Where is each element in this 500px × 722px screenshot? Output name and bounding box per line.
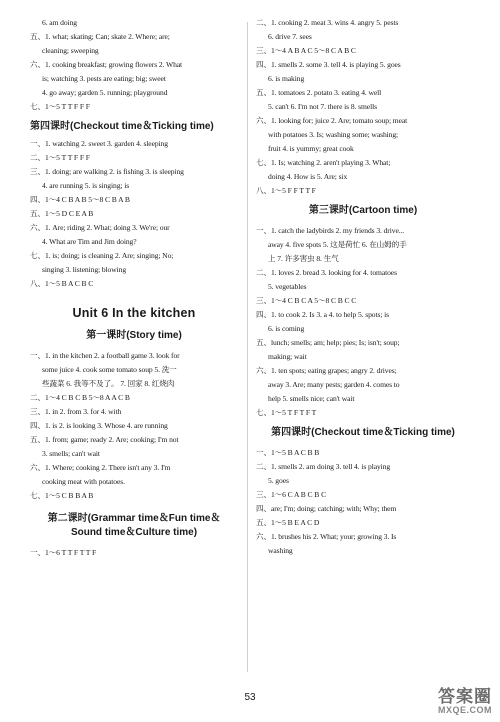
answer-line: 一、1～5 B A C B B: [256, 448, 320, 457]
answer-line: some juice 4. cook some tomato soup 5. 洗一: [42, 365, 177, 374]
answer-line: washing: [268, 546, 293, 555]
answer-line: 六、1. Are; riding 2. What; doing 3. We're; our: [30, 223, 170, 232]
answer-line: 6. am doing: [42, 18, 77, 27]
answer-line: 五、1. what; skating; Can; skate 2. Where; are;: [30, 32, 170, 41]
section-heading: 第一课时(Story time): [86, 330, 182, 341]
answer-line: 七、1～5 T F T F T: [256, 408, 317, 417]
answer-line: 二、1. cooking 2. meat 3. wins 4. angry 5. pests: [256, 18, 399, 27]
answer-line: 五、1～5 D C E A B: [30, 209, 94, 218]
answer-line: 三、1～4 C B C A 5～8 C B C C: [256, 296, 357, 305]
answer-line: 5. can't 6. I'm not 7. there is 8. smells: [268, 102, 377, 111]
answer-line: 七、1～5 T T F F F: [30, 102, 90, 111]
answer-line: doing 4. How is 5. Are; six: [268, 172, 348, 181]
answer-line: 五、1～5 B E A C D: [256, 518, 320, 527]
answer-line: 二、1～4 C B C B 5～8 A A C B: [30, 393, 130, 402]
answer-line: 一、1. catch the ladybirds 2. my friends 3. drive...: [256, 226, 405, 235]
answer-line: 6. drive 7. sees: [268, 32, 312, 41]
answer-line: 三、1～6 C A B C B C: [256, 490, 327, 499]
answer-line: away 3. Are; many pests; garden 4. comes to: [268, 380, 400, 389]
answer-line: 二、1～5 T T F F F: [30, 153, 90, 162]
answer-line: 八、1～5 F F T T F: [256, 186, 316, 195]
answer-line: 6. is making: [268, 74, 305, 83]
section-heading-cont: Sound time＆Culture time): [70, 527, 198, 538]
right-block-a: [256, 16, 470, 198]
right-block-c: [256, 446, 470, 558]
answer-line: 五、lunch; smells; am; help; pies; Is; isn't; soup;: [256, 338, 400, 347]
answer-line: 一、1. in the kitchen 2. a football game 3. look for: [30, 351, 180, 360]
answer-line: cooking meat with potatoes.: [42, 477, 125, 486]
answer-line: 二、1. loves 2. bread 3. looking for 4. tomatoes: [256, 268, 397, 277]
answer-line: is; watching 3. pests are eating; big; sweet: [42, 74, 166, 83]
answer-line: 三、1. in 2. from 3. for 4. with: [30, 407, 122, 416]
answer-line: singing 3. listening; blowing: [42, 265, 127, 274]
left-block-c: [30, 349, 238, 503]
answer-line: 四、1. smells 2. some 3. tell 4. is playing 5. goes: [256, 60, 401, 69]
answer-line: making; wait: [268, 352, 307, 361]
answer-line: 五、1. from; game; ready 2. Are; cooking; I'm not: [30, 435, 179, 444]
answer-line: 三、1. doing; are walking 2. is fishing 3. is sleeping: [30, 167, 184, 176]
answer-line: 一、1～6 T T F T T F: [30, 548, 97, 557]
answer-line: with potatoes 3. Is; washing some; washing;: [268, 130, 399, 139]
answer-line: 八、1～5 B A C B C: [30, 279, 94, 288]
answer-line: cleaning; sweeping: [42, 46, 99, 55]
answer-line: 七、1. Is; watching 2. aren't playing 3. What;: [256, 158, 391, 167]
answer-line: 6. is coming: [268, 324, 305, 333]
unit-title: Unit 6 In the kitchen: [72, 306, 196, 320]
answer-line: 六、1. brushes his 2. What; your; growing 3. Is: [256, 532, 397, 541]
answer-line: 五、1. tomatoes 2. potato 3. eating 4. well: [256, 88, 382, 97]
answer-line: 些蔬菜 6. 我等不及了。 7. 回家 8. 红烧肉: [42, 379, 175, 388]
answer-line: away 4. five spots 5. 这是荷忙 6. 在山姆的手: [268, 240, 407, 249]
answer-line: 七、1. is; doing; is cleaning 2. Are; singing; No;: [30, 251, 174, 260]
answer-line: 六、1. cooking breakfast; growing flowers 2. What: [30, 60, 183, 69]
section-heading: 第二课时(Grammar time＆Fun time＆: [47, 513, 221, 524]
answer-line: 4. are running 5. is singing; is: [42, 181, 130, 190]
answer-line: 5. goes: [268, 476, 289, 485]
left-block-d: [30, 546, 238, 560]
answer-line: 三、1～4 A B A C 5～8 C A B C: [256, 46, 356, 55]
answer-line: 六、1. ten spots; eating grapes; angry 2. drives;: [256, 366, 397, 375]
answer-line: 四、1～4 C B A B 5～8 C B A B: [30, 195, 130, 204]
answer-line: 3. smells; can't wait: [42, 449, 100, 458]
answer-line: 七、1～5 C B B A B: [30, 491, 94, 500]
page-number: 53: [244, 692, 256, 703]
answer-line: 六、1. Where; cooking 2. There isn't any 3. I'm: [30, 463, 171, 472]
right-block-b: [256, 224, 470, 420]
section-heading: 第三课时(Cartoon time): [308, 205, 418, 216]
column-divider: [247, 22, 248, 672]
answer-line: 5. vegetables: [268, 282, 307, 291]
watermark-url: MXQE.COM: [437, 705, 492, 715]
section-heading: 第四课时(Checkout time＆Ticking time): [271, 427, 455, 438]
answer-line: fruit 4. is yummy; great cook: [268, 144, 354, 153]
answer-line: 一、1. watching 2. sweet 3. garden 4. sleeping: [30, 139, 168, 148]
left-block-b: [30, 137, 238, 291]
answer-line: 四、1. to cook 2. Is 3. a 4. to help 5. spots; is: [256, 310, 390, 319]
answer-line: 4. go away; garden 5. running; playground: [42, 88, 168, 97]
answer-line: 六、1. looking for; juice 2. Are; tomato soup; meat: [256, 116, 408, 125]
answer-line: 二、1. smells 2. am doing 3. tell 4. is playing: [256, 462, 391, 471]
section-heading: 第四课时(Checkout time＆Ticking time): [30, 121, 214, 132]
answer-line: help 5. smells nice; can't wait: [268, 394, 355, 403]
left-block-a: [30, 16, 238, 114]
watermark-logo: 答案圈: [438, 687, 492, 706]
answer-line: 四、1. is 2. is looking 3. Whose 4. are running: [30, 421, 168, 430]
right-column: [256, 16, 470, 558]
watermark: [408, 682, 492, 718]
answer-line: 四、are; I'm; doing; catching; with; Why; them: [256, 504, 397, 513]
answer-line: 上 7. 许多害虫 8. 生气: [268, 254, 339, 263]
answer-line: 4. What are Tim and Jim doing?: [42, 237, 137, 246]
left-column: [30, 16, 238, 560]
